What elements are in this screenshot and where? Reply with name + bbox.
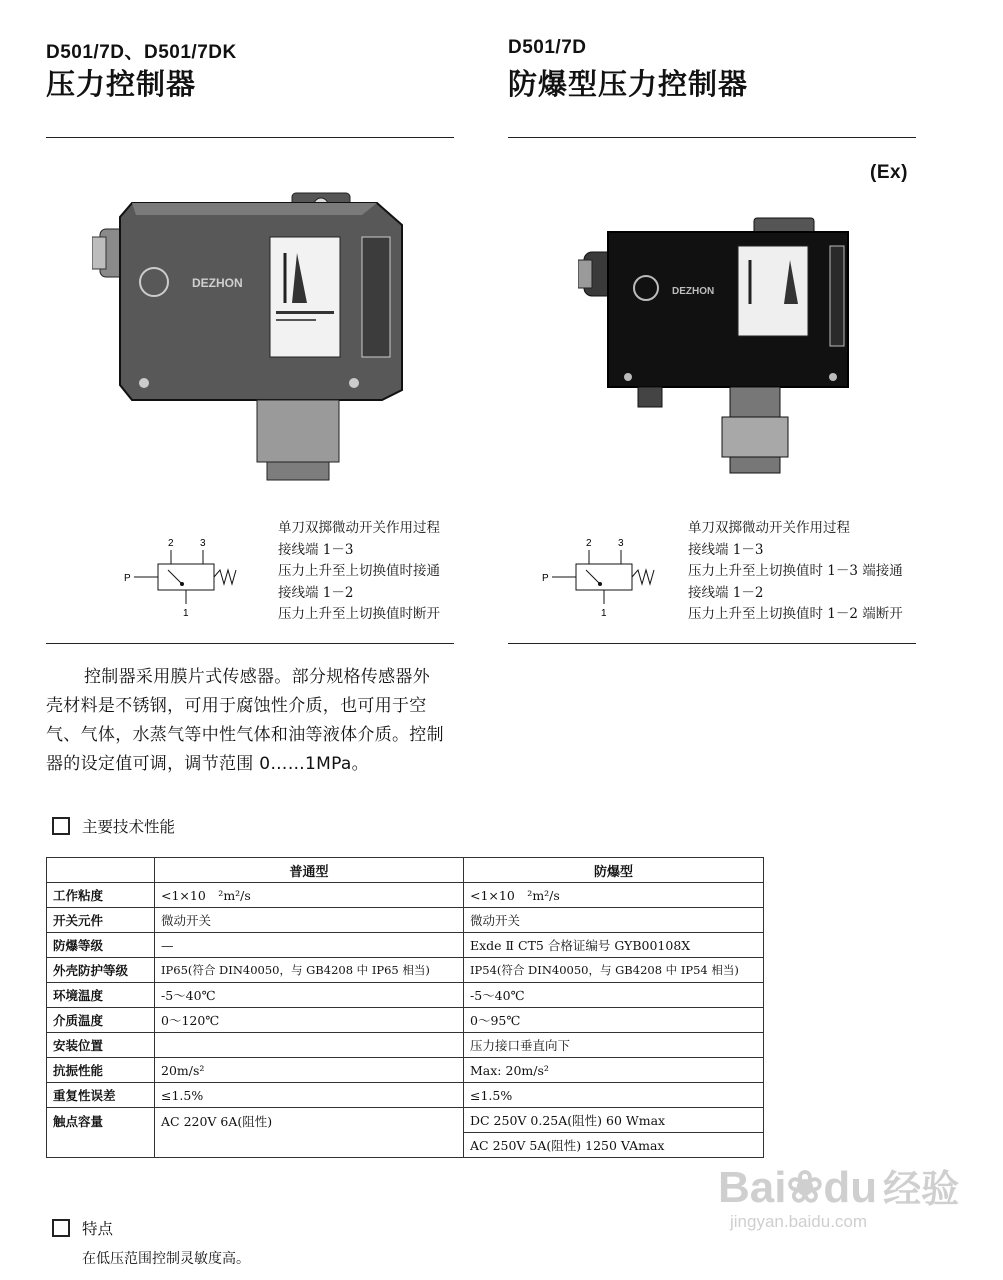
row-label: 介质温度 [47, 1008, 155, 1033]
cell-ex: Max: 20m/s² [464, 1058, 764, 1083]
right-description [688, 518, 903, 626]
cell-normal: — [155, 933, 464, 958]
housing [120, 203, 402, 400]
right-model: D501/7D [508, 37, 587, 58]
section-spec-heading [52, 815, 175, 837]
section-spec-label: 主要技术性能 [82, 818, 176, 836]
cell-normal: ≤1.5% [155, 1083, 464, 1108]
cell-ex: 微动开关 [464, 908, 764, 933]
cell-normal: 微动开关 [155, 908, 464, 933]
cell-normal: -5～40℃ [155, 983, 464, 1008]
table-row [47, 1058, 764, 1083]
table-header-row [47, 858, 764, 883]
left-title: 压力控制器 [46, 67, 197, 101]
cell-ex: DC 250V 0.25A(阻性) 60 Wmax [464, 1108, 764, 1133]
brand-text: DEZHON [192, 276, 243, 290]
spec-table [46, 857, 764, 1158]
feature-line: 在低压范围控制灵敏度高。 [82, 1251, 250, 1267]
checkbox-square-icon [52, 1219, 70, 1237]
cell-normal: <1×10 ²m²/s [155, 883, 464, 908]
terminal-1-label: 1 [183, 608, 189, 619]
header-ex: 防爆型 [464, 858, 764, 883]
header-blank [47, 858, 155, 883]
product-photo-standard [92, 185, 422, 485]
cell-normal [155, 1033, 464, 1058]
desc-line: 单刀双掷微动开关作用过程 [278, 520, 440, 536]
housing [608, 232, 848, 387]
cell-ex: IP54(符合 DIN40050，与 GB4208 中 IP54 相当) [464, 958, 764, 983]
desc-line: 压力上升至上切换值时 1－2 端断开 [688, 606, 903, 622]
ex-mark: (Ex) [870, 162, 908, 183]
table-row [47, 1083, 764, 1108]
pressure-port [730, 387, 780, 417]
nameplate [830, 246, 844, 346]
desc-line: 接线端 1－2 [278, 584, 354, 601]
nameplate [362, 237, 390, 357]
desc-line: 压力上升至上切换值时接通 [278, 563, 440, 579]
desc-line: 压力上升至上切换值时断开 [278, 606, 440, 622]
row-label: 防爆等级 [47, 933, 155, 958]
left-model: D501/7D、D501/7DK [46, 42, 237, 63]
cell-ex: AC 250V 5A(阻性) 1250 VAmax [464, 1133, 764, 1158]
intro-line: 控制器采用膜片式传感器。部分规格传感器外 [84, 667, 430, 687]
right-divider [508, 137, 916, 138]
intro-line: 壳材料是不锈钢，可用于腐蚀性介质，也可用于空 [46, 696, 427, 716]
row-label: 环境温度 [47, 983, 155, 1008]
header-normal: 普通型 [155, 858, 464, 883]
product-photo-explosion-proof [578, 212, 868, 477]
watermark-cn: 经验 [883, 1167, 960, 1211]
cell-ex: Exde Ⅱ CT5 合格证编号 GYB00108X [464, 933, 764, 958]
switch-schematic-left [120, 530, 250, 620]
right-divider-2 [508, 643, 916, 644]
row-label: 触点容量 [47, 1108, 155, 1158]
table-row [47, 933, 764, 958]
row-label: 开关元件 [47, 908, 155, 933]
intro-line: 气、气体，水蒸气等中性气体和油等液体介质。控制 [46, 725, 444, 745]
pressure-label: P [542, 573, 549, 584]
left-divider-2 [46, 643, 454, 644]
desc-line: 接线端 1－2 [688, 584, 764, 601]
watermark-brand: Bai [718, 1163, 787, 1212]
baidu-watermark [718, 1158, 959, 1213]
section-features-label: 特点 [82, 1220, 114, 1238]
brand-text: DEZHON [672, 286, 715, 297]
switch-schematic-right [538, 530, 668, 620]
watermark-brand2: du [823, 1163, 878, 1212]
section-features-heading [52, 1217, 113, 1239]
cell-normal: IP65(符合 DIN40050，与 GB4208 中 IP65 相当) [155, 958, 464, 983]
cell-ex: -5～40℃ [464, 983, 764, 1008]
cell-ex: ≤1.5% [464, 1083, 764, 1108]
table-row [47, 1033, 764, 1058]
pressure-port [257, 400, 339, 462]
row-label: 工作粘度 [47, 883, 155, 908]
paw-icon: ❀ [786, 1163, 824, 1212]
desc-line: 接线端 1－3 [278, 541, 354, 558]
row-label: 外壳防护等级 [47, 958, 155, 983]
cell-ex: <1×10 ²m²/s [464, 883, 764, 908]
table-row [47, 983, 764, 1008]
checkbox-square-icon [52, 817, 70, 835]
row-label: 重复性误差 [47, 1083, 155, 1108]
desc-line: 压力上升至上切换值时 1－3 端接通 [688, 563, 903, 579]
pressure-label: P [124, 573, 131, 584]
intro-paragraph [46, 663, 444, 779]
terminal-1-label: 1 [601, 608, 607, 619]
table-row [47, 908, 764, 933]
terminal-3-label: 3 [200, 538, 206, 549]
cell-normal: 20m/s² [155, 1058, 464, 1083]
watermark-url: jingyan.baidu.com [730, 1212, 868, 1231]
table-row [47, 1008, 764, 1033]
cell-normal: 0～120℃ [155, 1008, 464, 1033]
left-divider [46, 137, 454, 138]
intro-line: 器的设定值可调，调节范围 0……1MPa。 [46, 754, 369, 774]
terminal-2-label: 2 [586, 538, 592, 549]
cell-ex: 0～95℃ [464, 1008, 764, 1033]
desc-line: 单刀双掷微动开关作用过程 [688, 520, 850, 536]
row-label: 安装位置 [47, 1033, 155, 1058]
cell-ex: 压力接口垂直向下 [464, 1033, 764, 1058]
left-description [278, 518, 440, 626]
table-row [47, 958, 764, 983]
terminal-3-label: 3 [618, 538, 624, 549]
table-row [47, 883, 764, 908]
cell-normal: AC 220V 6A(阻性) [155, 1108, 464, 1158]
terminal-2-label: 2 [168, 538, 174, 549]
desc-line: 接线端 1－3 [688, 541, 764, 558]
right-title: 防爆型压力控制器 [508, 67, 749, 101]
table-row [47, 1108, 764, 1133]
row-label: 抗振性能 [47, 1058, 155, 1083]
